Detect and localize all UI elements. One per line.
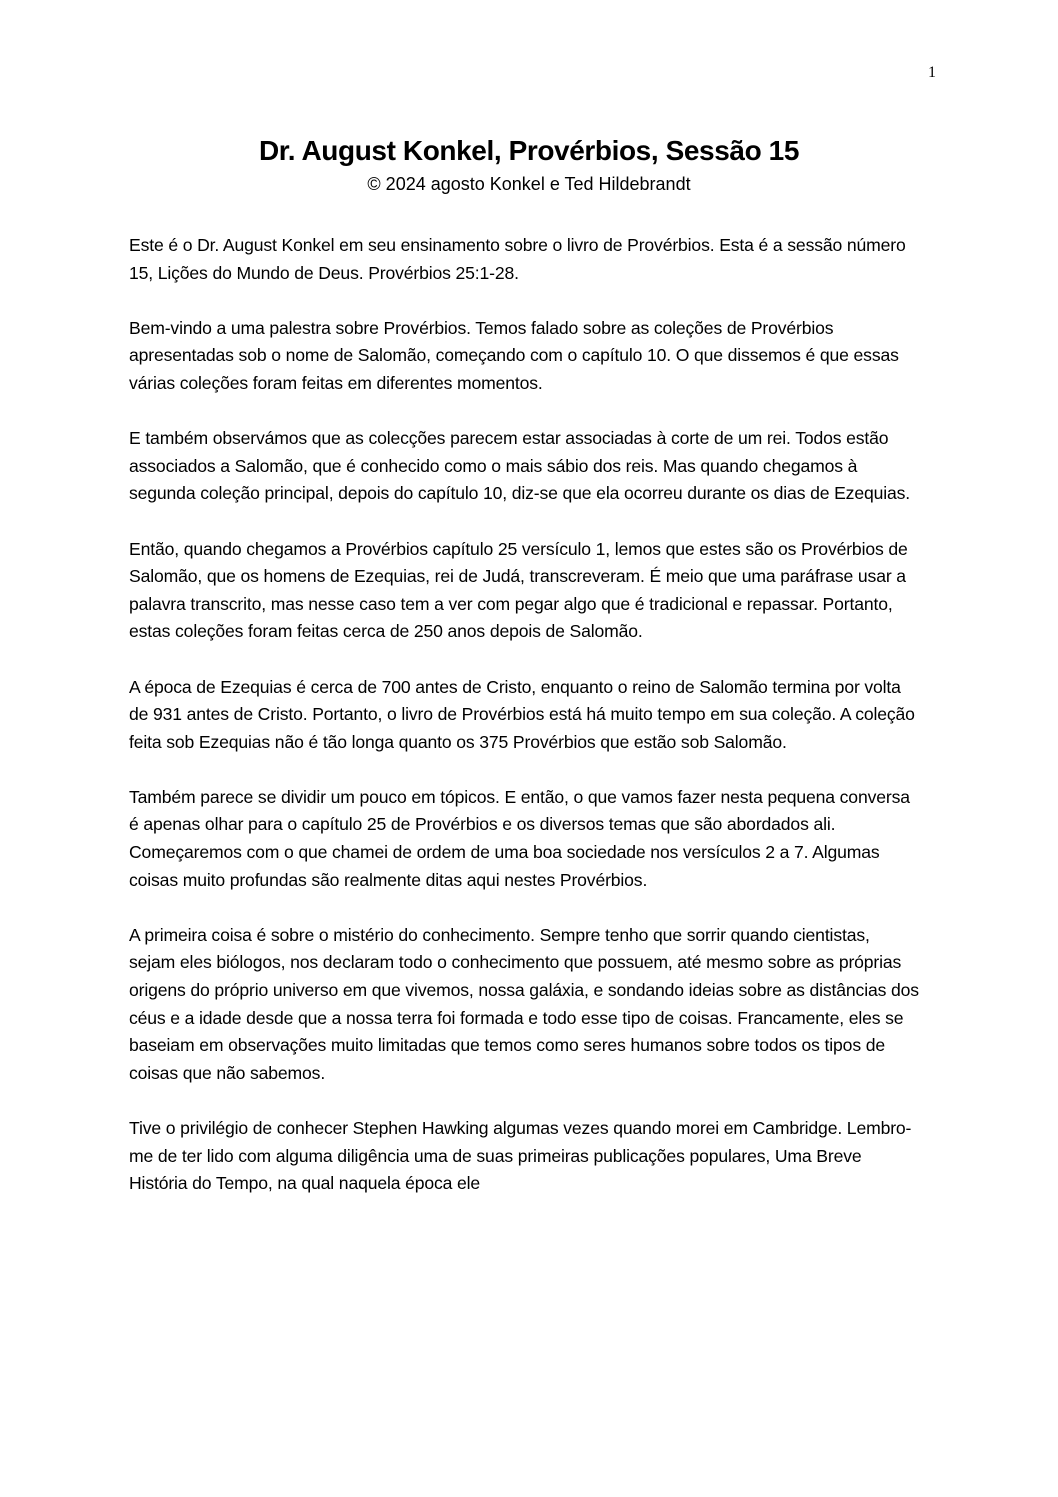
paragraph-hawking: Tive o privilégio de conhecer Stephen Hawking algumas vezes quando morei em Cambridge. Lembro-me de ter lido com alguma diligência uma de suas primeiras publicações populares, Uma Breve História do Tempo, na qual naquela época ele: [129, 1118, 912, 1194]
page-title: Dr. August Konkel, Provérbios, Sessão 15: [258, 135, 800, 166]
paragraph-intro: Este é o Dr. August Konkel em seu ensinamento sobre o livro de Provérbios. Esta é a sessão número 15, Lições do Mundo de Deus. Provérbios 25:1-28.: [129, 235, 906, 283]
paragraph-knowledge: A primeira coisa é sobre o mistério do conhecimento. Sempre tenho que sorrir quando cientistas, sejam eles biólogos, nos declaram todo o conhecimento que possuem, até mesmo sobre as próprias origens do próprio universo em que vivemos, nossa galáxia, e sondando ideias sobre as distâncias dos céus e a idade desde que a nossa terra foi formada e todo esse tipo de coisas. Francamente, eles se baseiam em observações muito limitadas que temos como seres humanos sobre todos os tipos de coisas que não sabemos.: [129, 924, 919, 1083]
page-number: 1: [928, 64, 936, 81]
document-body: [129, 232, 919, 1225]
copyright-line: © 2024 agosto Konkel e Ted Hildebrandt: [367, 174, 691, 194]
paragraph-chapter-25: Então, quando chegamos a Provérbios capítulo 25 versículo 1, lemos que estes são os Provérbios de Salomão, que os homens de Ezequias, rei de Judá, transcreveram. É meio que uma paráfrase usar a palavra transcrito, mas nesse caso tem a ver com pegar algo que é tradicional e repassar. Portanto, estas coleções foram feitas cerca de 250 anos depois de Salomão.: [129, 538, 908, 642]
paragraph-hezekiah: A época de Ezequias é cerca de 700 antes de Cristo, enquanto o reino de Salomão termina por volta de 931 antes de Cristo. Portanto, o livro de Provérbios está há muito tempo em sua coleção. A coleção feita sob Ezequias não é tão longa quanto os 375 Provérbios que estão sob Salomão.: [129, 676, 915, 752]
paragraph-topics: Também parece se dividir um pouco em tópicos. E então, o que vamos fazer nesta pequena conversa é apenas olhar para o capítulo 25 de Provérbios e os diversos temas que são abordados ali. Começaremos com o que chamei de ordem de uma boa sociedade nos versículos 2 a 7. Algumas coisas muito profundas são realmente ditas aqui nestes Provérbios.: [129, 786, 910, 890]
paragraph-collections: E também observámos que as colecções parecem estar associadas à corte de um rei. Todos estão associados a Salomão, que é conhecido como o mais sábio dos reis. Mas quando chegamos à segunda coleção principal, depois do capítulo 10, diz-se que ela ocorreu durante os dias de Ezequias.: [129, 428, 911, 504]
paragraph-welcome: Bem-vindo a uma palestra sobre Provérbios. Temos falado sobre as coleções de Provérbios apresentadas sob o nome de Salomão, começando com o capítulo 10. O que dissemos é que essas várias coleções foram feitas em diferentes momentos.: [129, 317, 899, 393]
